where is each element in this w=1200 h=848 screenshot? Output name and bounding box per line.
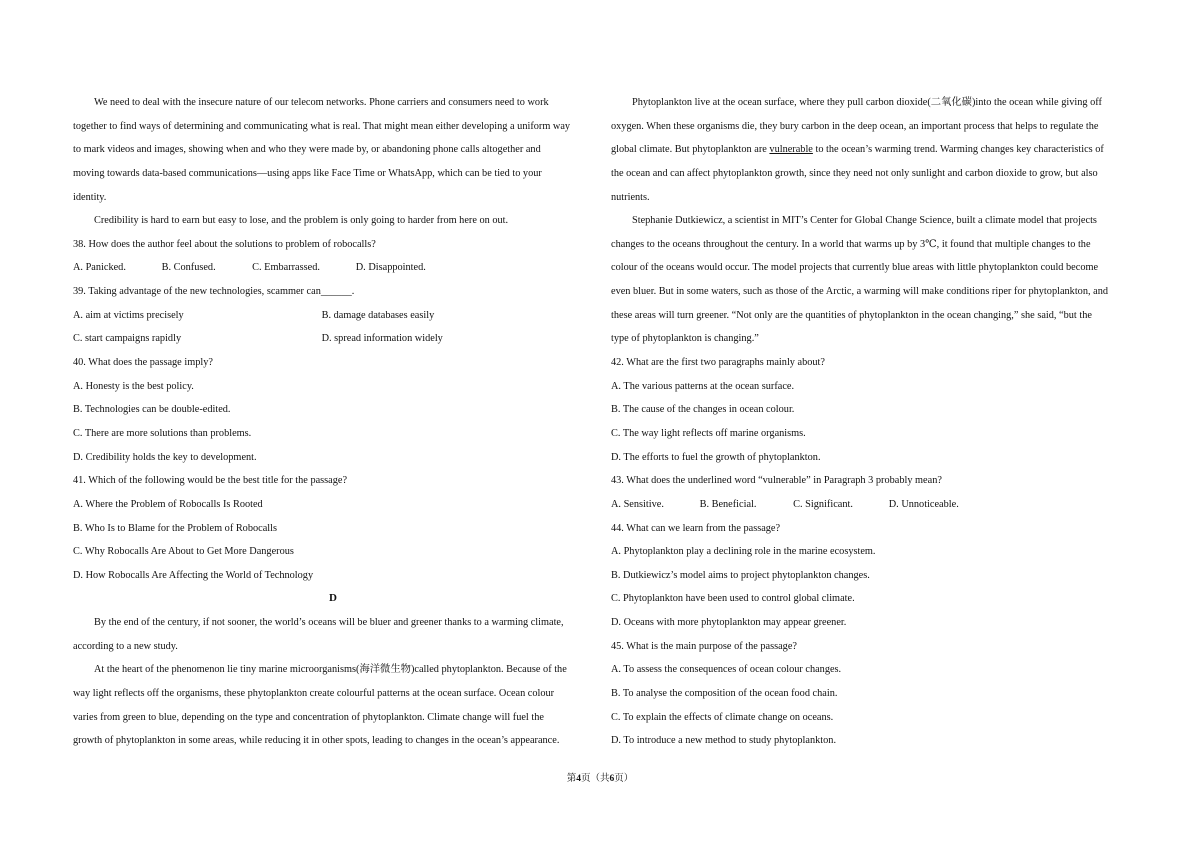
question-42-stem: 42. What are the first two paragraphs mainly about? bbox=[611, 357, 825, 369]
option-d: D. Unnoticeable. bbox=[888, 498, 959, 510]
option-c: C. Embarrassed. bbox=[252, 262, 320, 274]
question-39-options-row2 bbox=[73, 327, 593, 351]
passage-d-paragraph-4 bbox=[611, 209, 1131, 351]
option-b: B. Confused. bbox=[161, 262, 216, 274]
page-footer bbox=[0, 770, 1200, 784]
option-a: A. The various patterns at the ocean surface. bbox=[611, 380, 795, 392]
text-segment: to the ocean’s warming trend. Warming changes key characteristics of bbox=[812, 144, 1104, 156]
option-a: A. Phytoplankton play a declining role in the marine ecosystem. bbox=[611, 546, 876, 558]
text-segment: global climate. But phytoplankton are bbox=[611, 144, 770, 156]
question-41-stem: 41. Which of the following would be the best title for the passage? bbox=[73, 475, 348, 487]
question-39-stem: 39. Taking advantage of the new technologies, scammer can______. bbox=[73, 286, 355, 298]
option-d: D. How Robocalls Are Affecting the World of Technology bbox=[73, 569, 314, 581]
option-c: C. start campaigns rapidly bbox=[73, 333, 182, 345]
option-b: B. To analyse the composition of the ocean food chain. bbox=[611, 688, 838, 700]
question-38-options bbox=[73, 256, 593, 280]
option-a: A. Honesty is the best policy. bbox=[73, 380, 194, 392]
option-d: D. Disappointed. bbox=[355, 262, 426, 274]
text-line: varies from green to blue, depending on the type and concentration of phytoplankton. Climate change will fuel the bbox=[73, 711, 544, 723]
left-column bbox=[73, 91, 593, 753]
option-b: B. Dutkiewicz’s model aims to project phytoplankton changes. bbox=[611, 569, 870, 581]
option-d: D. To introduce a new method to study phytoplankton. bbox=[611, 735, 837, 747]
text-line: We need to deal with the insecure nature of our telecom networks. Phone carriers and consumers need to work bbox=[94, 97, 549, 108]
passage-d-paragraph-3 bbox=[611, 91, 1131, 209]
text-line: according to a new study. bbox=[73, 640, 178, 652]
option-c: C. To explain the effects of climate change on oceans. bbox=[611, 711, 834, 723]
page-number: 4 bbox=[576, 774, 581, 784]
question-39-options-row1 bbox=[73, 304, 593, 328]
option-c: C. Significant. bbox=[793, 498, 853, 510]
footer-prefix: 第 bbox=[566, 774, 577, 784]
text-line: By the end of the century, if not sooner, the world’s oceans will be bluer and greener thanks to a warming climate, bbox=[94, 617, 564, 629]
text-line: changes to the oceans throughout the century. In a world that warms up by 3℃, it found that multiple changes to the bbox=[611, 238, 1091, 250]
text-line: even bluer. But in some waters, such as those of the Arctic, a warming will make conditions riper for phytoplankton, and bbox=[611, 286, 1108, 298]
passage-c-conclusion: Credibility is hard to earn but easy to lose, and the problem is only going to harder from here on out. bbox=[94, 215, 509, 227]
option-b: B. The cause of the changes in ocean colour. bbox=[611, 404, 795, 416]
text-line: to mark videos and images, showing when and who they were made by, or abandoning phone calls altogether and bbox=[73, 144, 541, 156]
option-a: A. aim at victims precisely bbox=[73, 309, 184, 321]
text-line: Phytoplankton live at the ocean surface, where they pull carbon dioxide(二氧化碳)into the ocean while giving off bbox=[632, 97, 1102, 108]
question-40-stem: 40. What does the passage imply? bbox=[73, 357, 213, 369]
text-line: identity. bbox=[73, 191, 107, 203]
option-d: D. spread information widely bbox=[321, 333, 443, 345]
option-b: B. Technologies can be double-edited. bbox=[73, 404, 231, 416]
option-c: C. The way light reflects off marine organisms. bbox=[611, 427, 806, 439]
text-line: colour of the oceans would occur. The model projects that currently blue areas with little phytoplankton could become bbox=[611, 262, 1099, 274]
text-line: At the heart of the phenomenon lie tiny marine microorganisms(海洋微生物)called phytoplankton. Because of the bbox=[94, 664, 567, 676]
option-b: B. Beneficial. bbox=[699, 498, 757, 510]
passage-c-paragraph bbox=[73, 91, 593, 209]
option-c: C. Why Robocalls Are About to Get More Dangerous bbox=[73, 546, 294, 558]
text-line: the ocean and can affect phytoplankton growth, since they need not only sunlight and carbon dioxide to grow, but also bbox=[611, 167, 1098, 179]
question-45-stem: 45. What is the main purpose of the passage? bbox=[611, 640, 797, 652]
text-line: together to find ways of determining and communicating what is real. That might mean either developing a uniform way bbox=[73, 120, 571, 132]
option-c: C. Phytoplankton have been used to control global climate. bbox=[611, 593, 855, 605]
question-43-options bbox=[611, 493, 1131, 517]
option-c: C. There are more solutions than problems. bbox=[73, 427, 252, 439]
option-d: D. The efforts to fuel the growth of phytoplankton. bbox=[611, 451, 821, 463]
passage-d-paragraph-1 bbox=[73, 611, 593, 658]
question-44-stem: 44. What can we learn from the passage? bbox=[611, 522, 781, 534]
question-38-stem: 38. How does the author feel about the solutions to problem of robocalls? bbox=[73, 238, 376, 250]
footer-suffix: 页） bbox=[614, 774, 634, 784]
option-b: B. damage databases easily bbox=[321, 309, 435, 321]
section-heading-d: D bbox=[329, 592, 337, 605]
text-line: oxygen. When these organisms die, they bury carbon in the deep ocean, an important process that helps to regulate the bbox=[611, 120, 1099, 132]
total-pages: 6 bbox=[609, 774, 615, 784]
text-line: moving towards data-based communications—using apps like Face Time or WhatsApp, which can be tied to your bbox=[73, 167, 542, 179]
option-a: A. Panicked. bbox=[73, 262, 126, 274]
option-a: A. Where the Problem of Robocalls Is Rooted bbox=[73, 498, 263, 510]
option-a: A. To assess the consequences of ocean colour changes. bbox=[611, 664, 842, 676]
text-line: growth of phytoplankton in some areas, while reducing it in other spots, leading to changes in the ocean’s appearance. bbox=[73, 735, 560, 747]
option-d: D. Credibility holds the key to development. bbox=[73, 451, 257, 463]
option-b: B. Who Is to Blame for the Problem of Robocalls bbox=[73, 522, 278, 534]
passage-d-paragraph-2 bbox=[73, 658, 593, 753]
text-line: type of phytoplankton is changing.” bbox=[611, 333, 759, 345]
text-line: Stephanie Dutkiewicz, a scientist in MIT’s Center for Global Change Science, built a climate model that projects bbox=[632, 215, 1097, 227]
option-a: A. Sensitive. bbox=[611, 498, 664, 510]
text-line: these areas will turn greener. “Not only are the quantities of phytoplankton in the ocean changing,” she said, “but the bbox=[611, 309, 1092, 321]
text-line bbox=[611, 138, 1131, 162]
text-line: nutrients. bbox=[611, 191, 650, 203]
underlined-word: vulnerable bbox=[769, 144, 813, 156]
footer-middle: 页（共 bbox=[580, 774, 610, 784]
option-d: D. Oceans with more phytoplankton may appear greener. bbox=[611, 617, 847, 629]
question-43-stem: 43. What does the underlined word “vulnerable” in Paragraph 3 probably mean? bbox=[611, 475, 942, 487]
right-column bbox=[611, 91, 1131, 753]
text-line: way light reflects off the organisms, these phytoplankton create colourful patterns at the ocean surface. Ocean colour bbox=[73, 688, 555, 700]
